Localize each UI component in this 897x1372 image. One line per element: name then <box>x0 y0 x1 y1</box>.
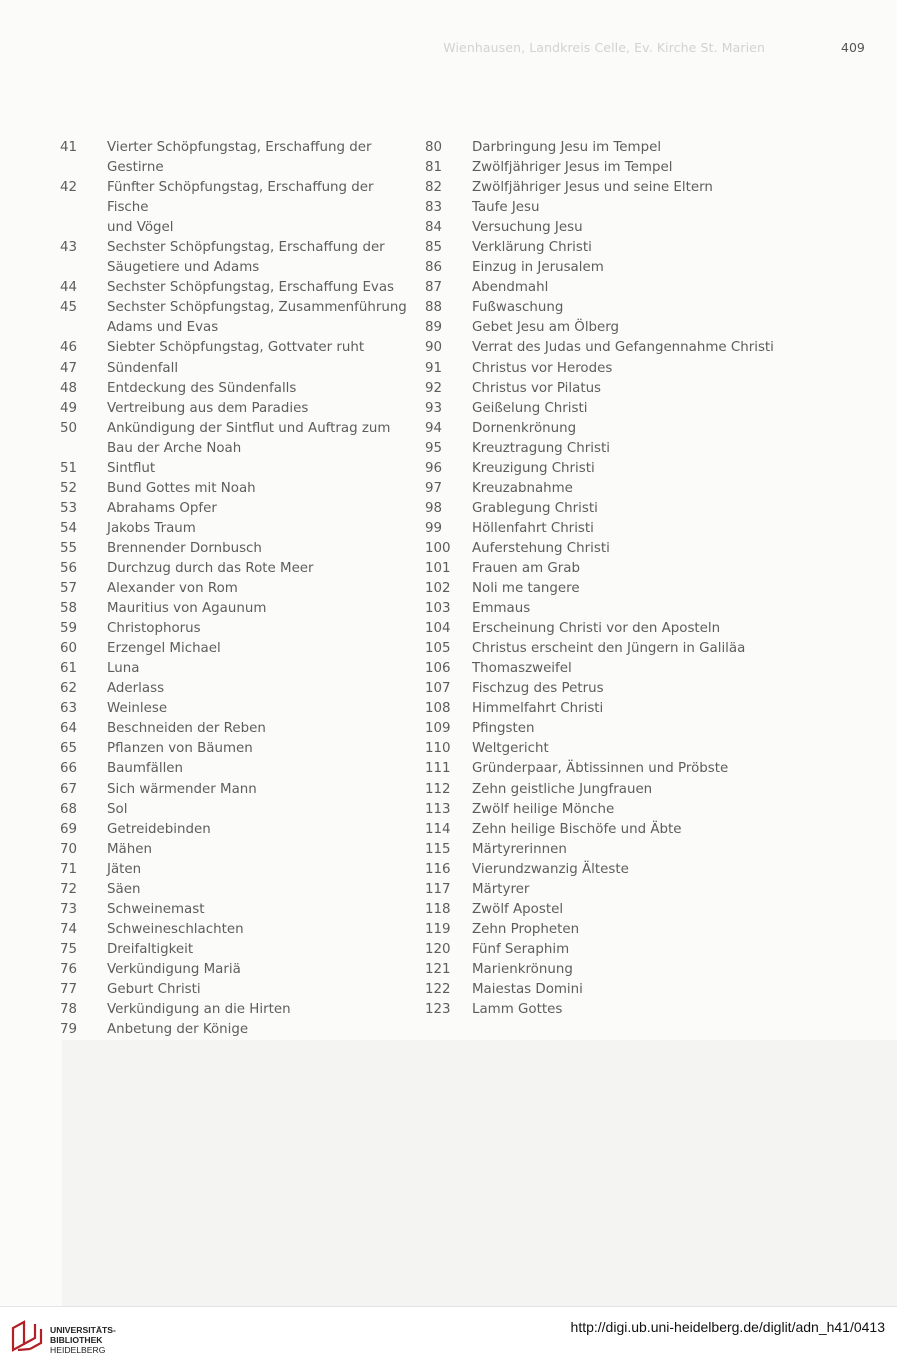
list-entry <box>425 158 785 178</box>
entry-title: Durchzug durch das Rote Meer <box>107 560 314 576</box>
entry-number: 104 <box>425 621 451 637</box>
entry-title: Weltgericht <box>472 741 549 757</box>
entry-title: Gestirne <box>107 160 164 176</box>
entry-number: 50 <box>60 420 78 436</box>
entry-title: Himmelfahrt Christi <box>472 701 604 717</box>
list-entry <box>425 699 785 719</box>
entry-title: Verklärung Christi <box>472 240 592 256</box>
list-entry <box>425 820 785 840</box>
list-entry <box>425 619 785 639</box>
entry-title: Kreuztragung Christi <box>472 440 610 456</box>
list-entry <box>60 399 410 419</box>
entry-number: 115 <box>425 841 451 857</box>
list-entry <box>60 1000 410 1020</box>
entry-number: 110 <box>425 741 451 757</box>
logo-line-2: BIBLIOTHEK <box>50 1335 103 1345</box>
list-entry <box>60 599 410 619</box>
entry-title: Aderlass <box>107 681 165 697</box>
list-entry <box>60 840 410 860</box>
entry-number: 99 <box>425 520 443 536</box>
entry-number: 106 <box>425 661 451 677</box>
list-entry <box>60 238 410 258</box>
entry-title: Bund Gottes mit Noah <box>107 480 256 496</box>
list-entry <box>425 719 785 739</box>
entry-number: 116 <box>425 861 451 877</box>
entry-title: Weinlese <box>107 701 168 717</box>
entry-title: Sündenfall <box>107 360 179 376</box>
entry-title: Jäten <box>107 861 142 877</box>
list-entry <box>425 739 785 759</box>
list-entry <box>60 719 410 739</box>
entry-number: 103 <box>425 601 451 617</box>
entry-number: 121 <box>425 961 451 977</box>
entry-number <box>60 318 107 338</box>
list-entry <box>425 880 785 900</box>
entry-title: Verrat des Judas und Gefangennahme Christi <box>472 340 774 356</box>
entry-title: Luna <box>107 661 140 677</box>
list-entry <box>60 459 410 479</box>
entry-number <box>60 439 107 459</box>
entry-title: Bau der Arche Noah <box>107 440 242 456</box>
list-entry <box>425 1000 785 1020</box>
list-entry <box>425 379 785 399</box>
entry-title: Lamm Gottes <box>472 1002 563 1018</box>
entry-title: Marienkrönung <box>472 961 573 977</box>
entry-number: 66 <box>60 761 78 777</box>
entry-title: Zwölfjähriger Jesus im Tempel <box>472 160 673 176</box>
entry-number: 120 <box>425 941 451 957</box>
entry-number <box>60 258 107 278</box>
entry-title: Zehn Propheten <box>472 921 580 937</box>
list-entry <box>60 960 410 980</box>
library-logo-icon <box>10 1319 44 1353</box>
entry-title: Auferstehung Christi <box>472 540 610 556</box>
entry-number: 53 <box>60 500 78 516</box>
list-entry <box>425 860 785 880</box>
entry-title: Erzengel Michael <box>107 641 221 657</box>
list-entry <box>425 679 785 699</box>
list-entry <box>60 559 410 579</box>
entry-number: 49 <box>60 400 78 416</box>
entry-number: 83 <box>425 200 443 216</box>
list-entry <box>60 980 410 1000</box>
entry-number: 79 <box>60 1022 78 1038</box>
entry-title: Fünf Seraphim <box>472 941 570 957</box>
entry-title: Vierundzwanzig Älteste <box>472 861 629 877</box>
list-entry <box>425 479 785 499</box>
list-entry <box>425 980 785 1000</box>
entry-number: 46 <box>60 340 78 356</box>
logo-line-3: HEIDELBERG <box>50 1345 106 1355</box>
list-entry <box>60 138 410 158</box>
entry-number: 118 <box>425 901 451 917</box>
entry-title: Getreidebinden <box>107 821 211 837</box>
entry-number: 82 <box>425 180 443 196</box>
entry-number: 112 <box>425 781 451 797</box>
entry-number: 55 <box>60 540 78 556</box>
list-entry <box>425 800 785 820</box>
entry-title: Vierter Schöpfungstag, Erschaffung der <box>107 140 372 155</box>
list-entry <box>425 780 785 800</box>
list-entry <box>425 659 785 679</box>
entry-number: 88 <box>425 300 443 316</box>
entry-number: 78 <box>60 1002 78 1018</box>
source-url-link[interactable]: http://digi.ub.uni-heidelberg.de/diglit/adn_h41/0413 <box>570 1319 885 1335</box>
entry-title: Höllenfahrt Christi <box>472 520 594 536</box>
entry-number: 59 <box>60 621 78 637</box>
entry-number <box>60 158 107 178</box>
entry-title: Einzug in Jerusalem <box>472 260 604 276</box>
entry-number: 93 <box>425 400 443 416</box>
entry-number: 96 <box>425 460 443 476</box>
entry-number: 41 <box>60 140 78 155</box>
entry-title: Christophorus <box>107 621 201 637</box>
list-entry <box>60 519 410 539</box>
list-entry <box>60 1020 410 1040</box>
entry-number: 81 <box>425 160 443 176</box>
entry-title: Kreuzigung Christi <box>472 460 595 476</box>
list-entry <box>60 639 410 659</box>
entry-number: 114 <box>425 821 451 837</box>
entry-title: Darbringung Jesu im Tempel <box>472 140 662 155</box>
list-entry <box>425 940 785 960</box>
entry-number <box>60 218 107 238</box>
entry-number: 68 <box>60 801 78 817</box>
entry-number: 91 <box>425 360 443 376</box>
entry-title: Christus vor Herodes <box>472 360 613 376</box>
entry-title: Schweinemast <box>107 901 205 917</box>
logo-line-1: UNIVERSITÄTS- <box>50 1325 116 1335</box>
entry-number: 57 <box>60 581 78 597</box>
list-entry <box>60 298 410 318</box>
entry-number: 47 <box>60 360 78 376</box>
list-entry <box>60 539 410 559</box>
list-entry <box>60 860 410 880</box>
entry-number: 117 <box>425 881 451 897</box>
list-entry <box>425 318 785 338</box>
entry-number: 69 <box>60 821 78 837</box>
entry-title: Adams und Evas <box>107 320 219 336</box>
entry-title: Siebter Schöpfungstag, Gottvater ruht <box>107 340 365 356</box>
entry-title: Christus vor Pilatus <box>472 380 602 396</box>
list-entry <box>60 800 410 820</box>
entry-title: Geburt Christi <box>107 981 201 997</box>
entry-number: 70 <box>60 841 78 857</box>
list-entry <box>60 178 410 218</box>
entry-number: 75 <box>60 941 78 957</box>
list-entry <box>60 379 410 399</box>
list-entry <box>425 178 785 198</box>
entry-title: Versuchung Jesu <box>472 220 583 236</box>
entry-number: 56 <box>60 560 78 576</box>
list-entry <box>425 539 785 559</box>
entry-number: 90 <box>425 340 443 356</box>
page-number: 409 <box>841 40 865 55</box>
entry-title: Mähen <box>107 841 152 857</box>
entry-title: Sechster Schöpfungstag, Erschaffung der <box>107 240 385 256</box>
entry-title: Märtyrerinnen <box>472 841 567 857</box>
list-entry <box>60 258 410 278</box>
list-entry <box>425 238 785 258</box>
entry-number: 98 <box>425 500 443 516</box>
entry-title: Grablegung Christi <box>472 500 598 516</box>
entry-number: 62 <box>60 681 78 697</box>
entry-title: Abendmahl <box>472 280 549 296</box>
list-entry <box>60 158 410 178</box>
list-entry <box>60 820 410 840</box>
entry-number: 77 <box>60 981 78 997</box>
entry-title: Fischzug des Petrus <box>472 681 604 697</box>
list-entry <box>425 198 785 218</box>
entry-title: Baumfällen <box>107 761 184 777</box>
list-entry <box>60 619 410 639</box>
list-entry <box>60 900 410 920</box>
entry-number: 76 <box>60 961 78 977</box>
entry-number: 84 <box>425 220 443 236</box>
list-entry <box>425 439 785 459</box>
entry-title: Brennender Dornbusch <box>107 540 262 556</box>
entry-number: 61 <box>60 661 78 677</box>
entry-number: 95 <box>425 440 443 456</box>
entry-title: Verkündigung Mariä <box>107 961 241 977</box>
list-entry <box>425 519 785 539</box>
entry-number: 67 <box>60 781 78 797</box>
entry-number: 105 <box>425 641 451 657</box>
entry-number: 97 <box>425 480 443 496</box>
entry-number: 73 <box>60 901 78 917</box>
entry-title: Sintflut <box>107 460 156 476</box>
entry-title: Maiestas Domini <box>472 981 583 997</box>
entry-number: 80 <box>425 140 443 155</box>
list-entry <box>60 739 410 759</box>
list-entry <box>425 960 785 980</box>
entry-number: 101 <box>425 560 451 576</box>
entry-title: Pfingsten <box>472 721 535 737</box>
list-entry <box>60 780 410 800</box>
entry-number: 43 <box>60 240 78 256</box>
list-entry <box>425 338 785 358</box>
list-entry <box>425 419 785 439</box>
list-entry <box>425 900 785 920</box>
entry-number: 74 <box>60 921 78 937</box>
list-entry <box>425 298 785 318</box>
entry-title: Zehn heilige Bischöfe und Äbte <box>472 821 682 837</box>
entry-number: 85 <box>425 240 443 256</box>
entry-title: Zwölf Apostel <box>472 901 564 917</box>
list-entry <box>425 559 785 579</box>
list-entry <box>425 258 785 278</box>
list-entry <box>60 318 410 338</box>
entry-number: 94 <box>425 420 443 436</box>
entry-number: 42 <box>60 180 78 196</box>
list-entry <box>60 499 410 519</box>
list-entry <box>60 439 410 459</box>
entry-number: 113 <box>425 801 451 817</box>
entry-title: Säugetiere und Adams <box>107 260 260 276</box>
entry-title: Kreuzabnahme <box>472 480 573 496</box>
list-entry <box>425 920 785 940</box>
entry-number: 44 <box>60 280 78 296</box>
list-entry <box>425 579 785 599</box>
entry-title: und Vögel <box>107 220 174 236</box>
entry-title: Sol <box>107 801 128 817</box>
list-entry <box>60 479 410 499</box>
entry-title: Pflanzen von Bäumen <box>107 741 253 757</box>
entry-number: 123 <box>425 1002 451 1018</box>
entry-number: 51 <box>60 460 78 476</box>
entry-title: Gebet Jesu am Ölberg <box>472 320 620 336</box>
entry-number: 65 <box>60 741 78 757</box>
list-entry <box>425 359 785 379</box>
entry-title: Erscheinung Christi vor den Aposteln <box>472 621 721 637</box>
entry-title: Abrahams Opfer <box>107 500 217 516</box>
entry-title: Entdeckung des Sündenfalls <box>107 380 297 396</box>
list-entry <box>60 699 410 719</box>
entry-title: Dreifaltigkeit <box>107 941 194 957</box>
entry-number: 92 <box>425 380 443 396</box>
entry-number: 54 <box>60 520 78 536</box>
entry-title: Fünfter Schöpfungstag, Erschaffung der Fische <box>107 180 374 216</box>
list-entry <box>425 499 785 519</box>
list-entry <box>60 920 410 940</box>
entry-title: Fußwaschung <box>472 300 564 316</box>
list-entry <box>60 659 410 679</box>
entry-number: 109 <box>425 721 451 737</box>
entry-title: Gründerpaar, Äbtissinnen und Pröbste <box>472 761 729 777</box>
entry-title: Ankündigung der Sintflut und Auftrag zum <box>107 420 391 436</box>
list-entry <box>60 218 410 238</box>
entry-title: Säen <box>107 881 141 897</box>
list-entry <box>425 840 785 860</box>
entry-number: 100 <box>425 540 451 556</box>
entry-number: 107 <box>425 681 451 697</box>
right-column-list <box>425 138 785 1020</box>
entry-number: 108 <box>425 701 451 717</box>
entry-number: 60 <box>60 641 78 657</box>
list-entry <box>425 399 785 419</box>
list-entry <box>425 218 785 238</box>
entry-number: 45 <box>60 300 78 316</box>
entry-number: 71 <box>60 861 78 877</box>
entry-title: Christus erscheint den Jüngern in Galiläa <box>472 641 746 657</box>
entry-number: 102 <box>425 581 451 597</box>
entry-title: Märtyrer <box>472 881 530 897</box>
entry-number: 86 <box>425 260 443 276</box>
entry-number: 72 <box>60 881 78 897</box>
list-entry <box>425 599 785 619</box>
entry-title: Zehn geistliche Jungfrauen <box>472 781 653 797</box>
list-entry <box>60 880 410 900</box>
entry-number: 63 <box>60 701 78 717</box>
entry-title: Thomaszweifel <box>472 661 572 677</box>
list-entry <box>60 338 410 358</box>
running-header-title: Wienhausen, Landkreis Celle, Ev. Kirche St. Marien <box>443 40 765 55</box>
entry-title: Zwölfjähriger Jesus und seine Eltern <box>472 180 713 196</box>
entry-number: 48 <box>60 380 78 396</box>
list-entry <box>60 278 410 298</box>
entry-number: 122 <box>425 981 451 997</box>
entry-title: Dornenkrönung <box>472 420 577 436</box>
library-logo-text <box>50 1325 116 1355</box>
entry-title: Sechster Schöpfungstag, Erschaffung Evas <box>107 280 395 296</box>
list-entry <box>60 579 410 599</box>
list-entry <box>60 940 410 960</box>
entry-title: Vertreibung aus dem Paradies <box>107 400 309 416</box>
list-entry <box>425 759 785 779</box>
list-entry <box>425 278 785 298</box>
entry-number: 58 <box>60 601 78 617</box>
footer-bar <box>0 1306 897 1372</box>
entry-title: Sich wärmender Mann <box>107 781 257 797</box>
entry-title: Zwölf heilige Mönche <box>472 801 615 817</box>
entry-title: Mauritius von Agaunum <box>107 601 267 617</box>
entry-title: Alexander von Rom <box>107 581 238 597</box>
entry-number: 111 <box>425 761 451 777</box>
entry-number: 87 <box>425 280 443 296</box>
list-entry <box>60 359 410 379</box>
entry-title: Emmaus <box>472 601 531 617</box>
entry-title: Geißelung Christi <box>472 400 588 416</box>
entry-title: Frauen am Grab <box>472 560 581 576</box>
entry-title: Jakobs Traum <box>107 520 196 536</box>
entry-title: Verkündigung an die Hirten <box>107 1002 291 1018</box>
entry-title: Sechster Schöpfungstag, Zusammenführung <box>107 300 407 316</box>
entry-title: Beschneiden der Reben <box>107 721 266 737</box>
entry-title: Taufe Jesu <box>472 200 540 216</box>
entry-number: 64 <box>60 721 78 737</box>
list-entry <box>60 759 410 779</box>
list-entry <box>425 459 785 479</box>
page-shadow-area <box>62 1040 897 1306</box>
list-entry <box>425 138 785 158</box>
entry-title: Anbetung der Könige <box>107 1022 249 1038</box>
entry-title: Noli me tangere <box>472 581 580 597</box>
entry-number: 52 <box>60 480 78 496</box>
entry-number: 89 <box>425 320 443 336</box>
left-column-list <box>60 138 410 1040</box>
list-entry <box>60 419 410 439</box>
list-entry <box>60 679 410 699</box>
entry-title: Schweineschlachten <box>107 921 244 937</box>
entry-number: 119 <box>425 921 451 937</box>
list-entry <box>425 639 785 659</box>
